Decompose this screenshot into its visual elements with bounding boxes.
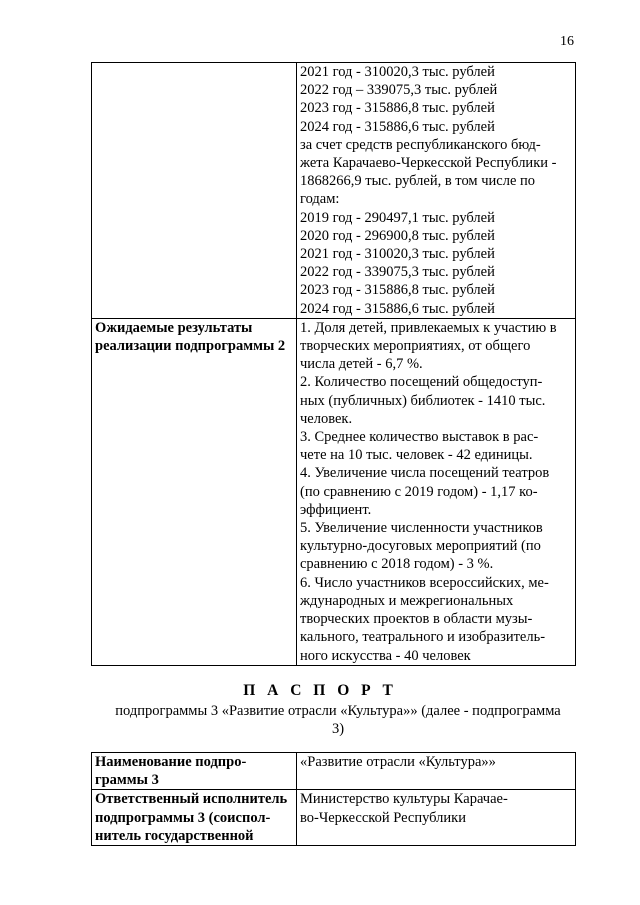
text-line: «Развитие отрасли «Культура»» (300, 754, 496, 770)
text-line: эффициент. (300, 501, 372, 518)
text-line: 6. Число участников всероссийских, ме- (300, 574, 549, 591)
text-line: 1. Доля детей, привлекаемых к участию в (300, 319, 557, 336)
text-line: жета Карачаево-Черкесской Республики - (300, 155, 557, 172)
text-line: 2. Количество посещений общедоступ- (300, 374, 543, 391)
text-line: 2023 год - 315886,8 тыс. рублей (300, 100, 495, 117)
text-line: 3. Среднее количество выставок в рас- (300, 429, 539, 446)
text-line: нитель государственной (95, 827, 254, 844)
text-line: чете на 10 тыс. человек - 42 единицы. (300, 447, 533, 464)
passport-table-subprogram-2 (91, 62, 576, 666)
text-line: 2023 год - 315886,8 тыс. рублей (300, 282, 495, 299)
page-number: 16 (560, 34, 574, 49)
text-line: сравнению с 2018 годом) - 3 %. (300, 556, 494, 573)
passport-title: П А С П О Р Т (243, 682, 397, 699)
text-line: (по сравнению с 2019 годом) - 1,17 ко- (300, 483, 538, 500)
text-line: реализации подпрограммы 2 (95, 338, 286, 355)
text-line: 2020 год - 296900,8 тыс. рублей (300, 227, 495, 244)
text-line: Министерство культуры Карачае- (300, 791, 508, 808)
text-line: 2021 год - 310020,3 тыс. рублей (300, 246, 495, 263)
passport-subtitle (88, 702, 588, 738)
text-line: 2024 год - 315886,6 тыс. рублей (300, 118, 495, 135)
text-line: культурно-досуговых мероприятий (по (300, 538, 541, 555)
text-line: 5. Увеличение численности участников (300, 520, 543, 537)
text-line: ждународных и межрегиональных (300, 592, 514, 609)
table-cell-expected-results (297, 318, 576, 665)
text-line: 2022 год - 339075,3 тыс. рублей (300, 264, 495, 281)
text-line: Ответственный исполнитель (95, 791, 288, 808)
text-line: 2021 год - 310020,3 тыс. рублей (300, 64, 495, 80)
text-line: Ожидаемые результаты (95, 319, 253, 336)
passport-table-subprogram-3 (91, 752, 576, 846)
text-line: Наименование подпро- (95, 754, 247, 770)
table-cell-label-expected-results (92, 318, 297, 665)
text-line: числа детей - 6,7 %. (300, 356, 423, 373)
text-line: творческих проектов в области музы- (300, 611, 533, 628)
table-cell-responsible (297, 790, 576, 846)
text-line: человек. (300, 410, 353, 427)
text-line: кального, театрального и изобразитель- (300, 629, 546, 646)
table-row (92, 790, 576, 846)
text-line: 2019 год - 290497,1 тыс. рублей (300, 209, 495, 226)
text-line: 2024 год - 315886,6 тыс. рублей (300, 300, 495, 317)
table-row (92, 753, 576, 790)
table-cell-name (297, 753, 576, 790)
text-line: творческих мероприятиях, от общего (300, 338, 531, 355)
text-line: ных (публичных) библиотек - 1410 тыс. (300, 392, 546, 409)
table-row (92, 318, 576, 665)
text-line: подпрограммы 3 (соиспол- (95, 809, 271, 826)
text-line: граммы 3 (95, 772, 159, 789)
text-line: за счет средств республиканского бюд- (300, 136, 541, 153)
text-line: 4. Увеличение числа посещений театров (300, 465, 550, 482)
passport-subtitle-line-2: 3) (331, 721, 345, 737)
text-line: годам: (300, 191, 340, 208)
table-cell-funding (297, 63, 576, 319)
table-cell-label (92, 63, 297, 319)
text-line: 2022 год – 339075,3 тыс. рублей (300, 82, 498, 99)
text-line: 1868266,9 тыс. рублей, в том числе по (300, 173, 536, 190)
table-row (92, 63, 576, 319)
text-line: ного искусства - 40 человек (300, 647, 471, 664)
passport-subtitle-line-1: подпрограммы 3 «Развитие отрасли «Культура»» (далее - подпрограмма (115, 703, 561, 719)
table-cell-label-name (92, 753, 297, 790)
text-line: во-Черкесской Республики (300, 809, 466, 826)
table-cell-label-responsible (92, 790, 297, 846)
